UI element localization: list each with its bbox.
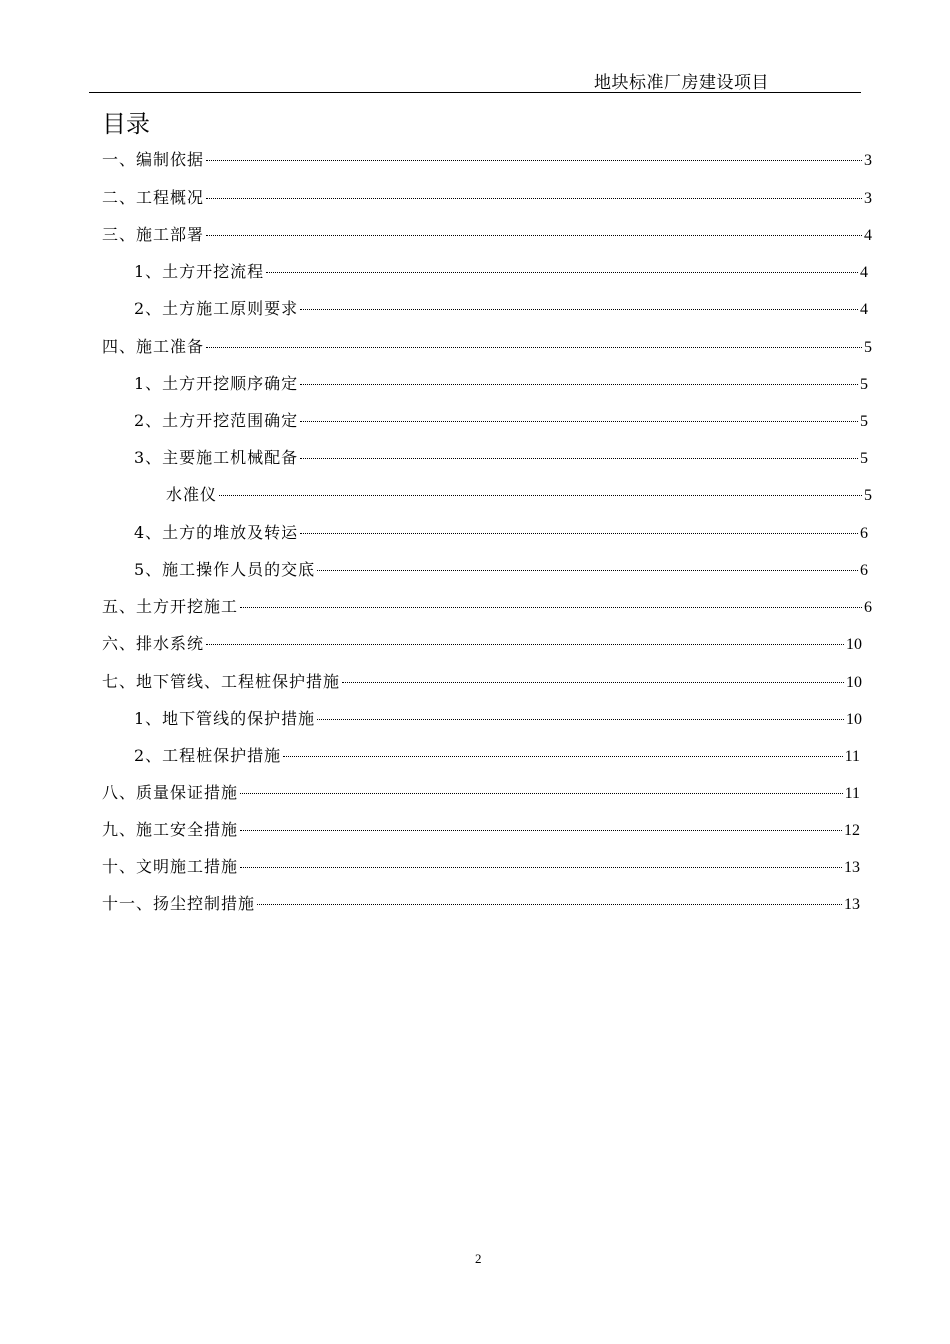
toc-entry-page: 5 bbox=[864, 487, 872, 504]
toc-entry-label: 5、施工操作人员的交底 bbox=[134, 560, 316, 579]
toc-dot-leader bbox=[206, 142, 862, 161]
toc-entry-label: 一、编制依据 bbox=[102, 150, 205, 169]
toc-dot-leader bbox=[342, 664, 844, 683]
toc-dot-leader bbox=[206, 217, 862, 236]
toc-dot-leader bbox=[266, 254, 858, 273]
toc-entry-label: 七、地下管线、工程桩保护措施 bbox=[102, 672, 341, 691]
toc-entry[interactable] bbox=[134, 295, 868, 319]
toc-entry[interactable] bbox=[134, 407, 868, 431]
toc-entry-page: 4 bbox=[860, 264, 868, 281]
toc-entry-page: 6 bbox=[864, 599, 872, 616]
toc-entry-label: 四、施工准备 bbox=[102, 337, 205, 356]
toc-entry-label: 二、工程概况 bbox=[102, 188, 205, 207]
toc-dot-leader bbox=[240, 812, 842, 831]
toc-entry-page: 13 bbox=[844, 896, 860, 913]
toc-dot-leader bbox=[206, 180, 862, 199]
toc-entry-label: 八、质量保证措施 bbox=[102, 783, 239, 802]
toc-entry-label: 十一、扬尘控制措施 bbox=[102, 894, 256, 913]
toc-dot-leader bbox=[300, 515, 858, 534]
toc-entry-page: 13 bbox=[844, 859, 860, 876]
toc-entry[interactable] bbox=[102, 668, 862, 692]
toc-entry[interactable] bbox=[134, 519, 868, 543]
toc-dot-leader bbox=[219, 477, 862, 496]
toc-entry-page: 10 bbox=[846, 636, 862, 653]
toc-entry-page: 6 bbox=[860, 525, 868, 542]
toc-entry[interactable] bbox=[102, 779, 860, 803]
toc-dot-leader bbox=[300, 291, 858, 310]
toc-entry-page: 3 bbox=[864, 152, 872, 169]
toc-entry-label: 3、主要施工机械配备 bbox=[134, 448, 299, 467]
toc-entry[interactable] bbox=[102, 333, 872, 357]
toc-entry[interactable] bbox=[134, 258, 868, 282]
toc-entry-label: 1、地下管线的保护措施 bbox=[134, 709, 316, 728]
toc-entry[interactable] bbox=[134, 444, 868, 468]
toc-entry-page: 4 bbox=[860, 301, 868, 318]
toc-entry-page: 4 bbox=[864, 227, 872, 244]
toc-entry-label: 三、施工部署 bbox=[102, 225, 205, 244]
toc-entry[interactable] bbox=[134, 370, 868, 394]
toc-entry-page: 5 bbox=[860, 376, 868, 393]
toc-entry-page: 6 bbox=[860, 562, 868, 579]
header-divider bbox=[89, 92, 861, 93]
toc-entry-label: 十、文明施工措施 bbox=[102, 857, 239, 876]
toc-entry[interactable] bbox=[102, 221, 872, 245]
toc-dot-leader bbox=[206, 626, 844, 645]
toc-entry-page: 3 bbox=[864, 190, 872, 207]
toc-dot-leader bbox=[300, 403, 858, 422]
toc-entry-page: 10 bbox=[846, 711, 862, 728]
toc-entry[interactable] bbox=[102, 890, 860, 914]
toc-entry[interactable] bbox=[166, 481, 872, 505]
toc-dot-leader bbox=[240, 775, 843, 794]
toc-dot-leader bbox=[240, 589, 862, 608]
toc-entry-label: 2、土方施工原则要求 bbox=[134, 299, 299, 318]
toc-entry-page: 5 bbox=[860, 413, 868, 430]
running-header-title: 地块标准厂房建设项目 bbox=[594, 73, 769, 93]
toc-entry-label: 九、施工安全措施 bbox=[102, 820, 239, 839]
toc-dot-leader bbox=[300, 440, 858, 459]
toc-entry-page: 11 bbox=[844, 748, 860, 765]
toc-entry[interactable] bbox=[102, 593, 872, 617]
toc-dot-leader bbox=[317, 552, 858, 571]
toc-entry[interactable] bbox=[102, 853, 860, 877]
toc-entry[interactable] bbox=[134, 705, 862, 729]
toc-title: 目录 bbox=[102, 110, 150, 138]
toc-dot-leader bbox=[283, 738, 842, 757]
toc-entry[interactable] bbox=[102, 630, 862, 654]
toc-entry[interactable] bbox=[102, 146, 872, 170]
toc-dot-leader bbox=[240, 849, 842, 868]
toc-dot-leader bbox=[206, 329, 862, 348]
toc-entry-page: 5 bbox=[864, 339, 872, 356]
toc-entry-label: 2、工程桩保护措施 bbox=[134, 746, 282, 765]
toc-entry-page: 12 bbox=[844, 822, 860, 839]
toc-entry[interactable] bbox=[102, 816, 860, 840]
toc-entry-label: 六、排水系统 bbox=[102, 634, 205, 653]
toc-entry[interactable] bbox=[102, 184, 872, 208]
toc-entry-label: 2、土方开挖范围确定 bbox=[134, 411, 299, 430]
toc-entry-label: 4、土方的堆放及转运 bbox=[134, 523, 299, 542]
toc-entry[interactable] bbox=[134, 742, 860, 766]
toc-entry-label: 1、土方开挖顺序确定 bbox=[134, 374, 299, 393]
toc-entry-label: 1、土方开挖流程 bbox=[134, 262, 265, 281]
toc-entry-page: 11 bbox=[844, 785, 860, 802]
toc-dot-leader bbox=[317, 701, 844, 720]
toc-dot-leader bbox=[300, 366, 858, 385]
toc-entry-label: 五、土方开挖施工 bbox=[102, 597, 239, 616]
toc-dot-leader bbox=[257, 886, 842, 905]
toc-entry-page: 10 bbox=[846, 674, 862, 691]
toc-entry-label: 水准仪 bbox=[166, 485, 218, 504]
toc-entry[interactable] bbox=[134, 556, 868, 580]
toc-entry-page: 5 bbox=[860, 450, 868, 467]
page-number: 2 bbox=[475, 1251, 482, 1266]
